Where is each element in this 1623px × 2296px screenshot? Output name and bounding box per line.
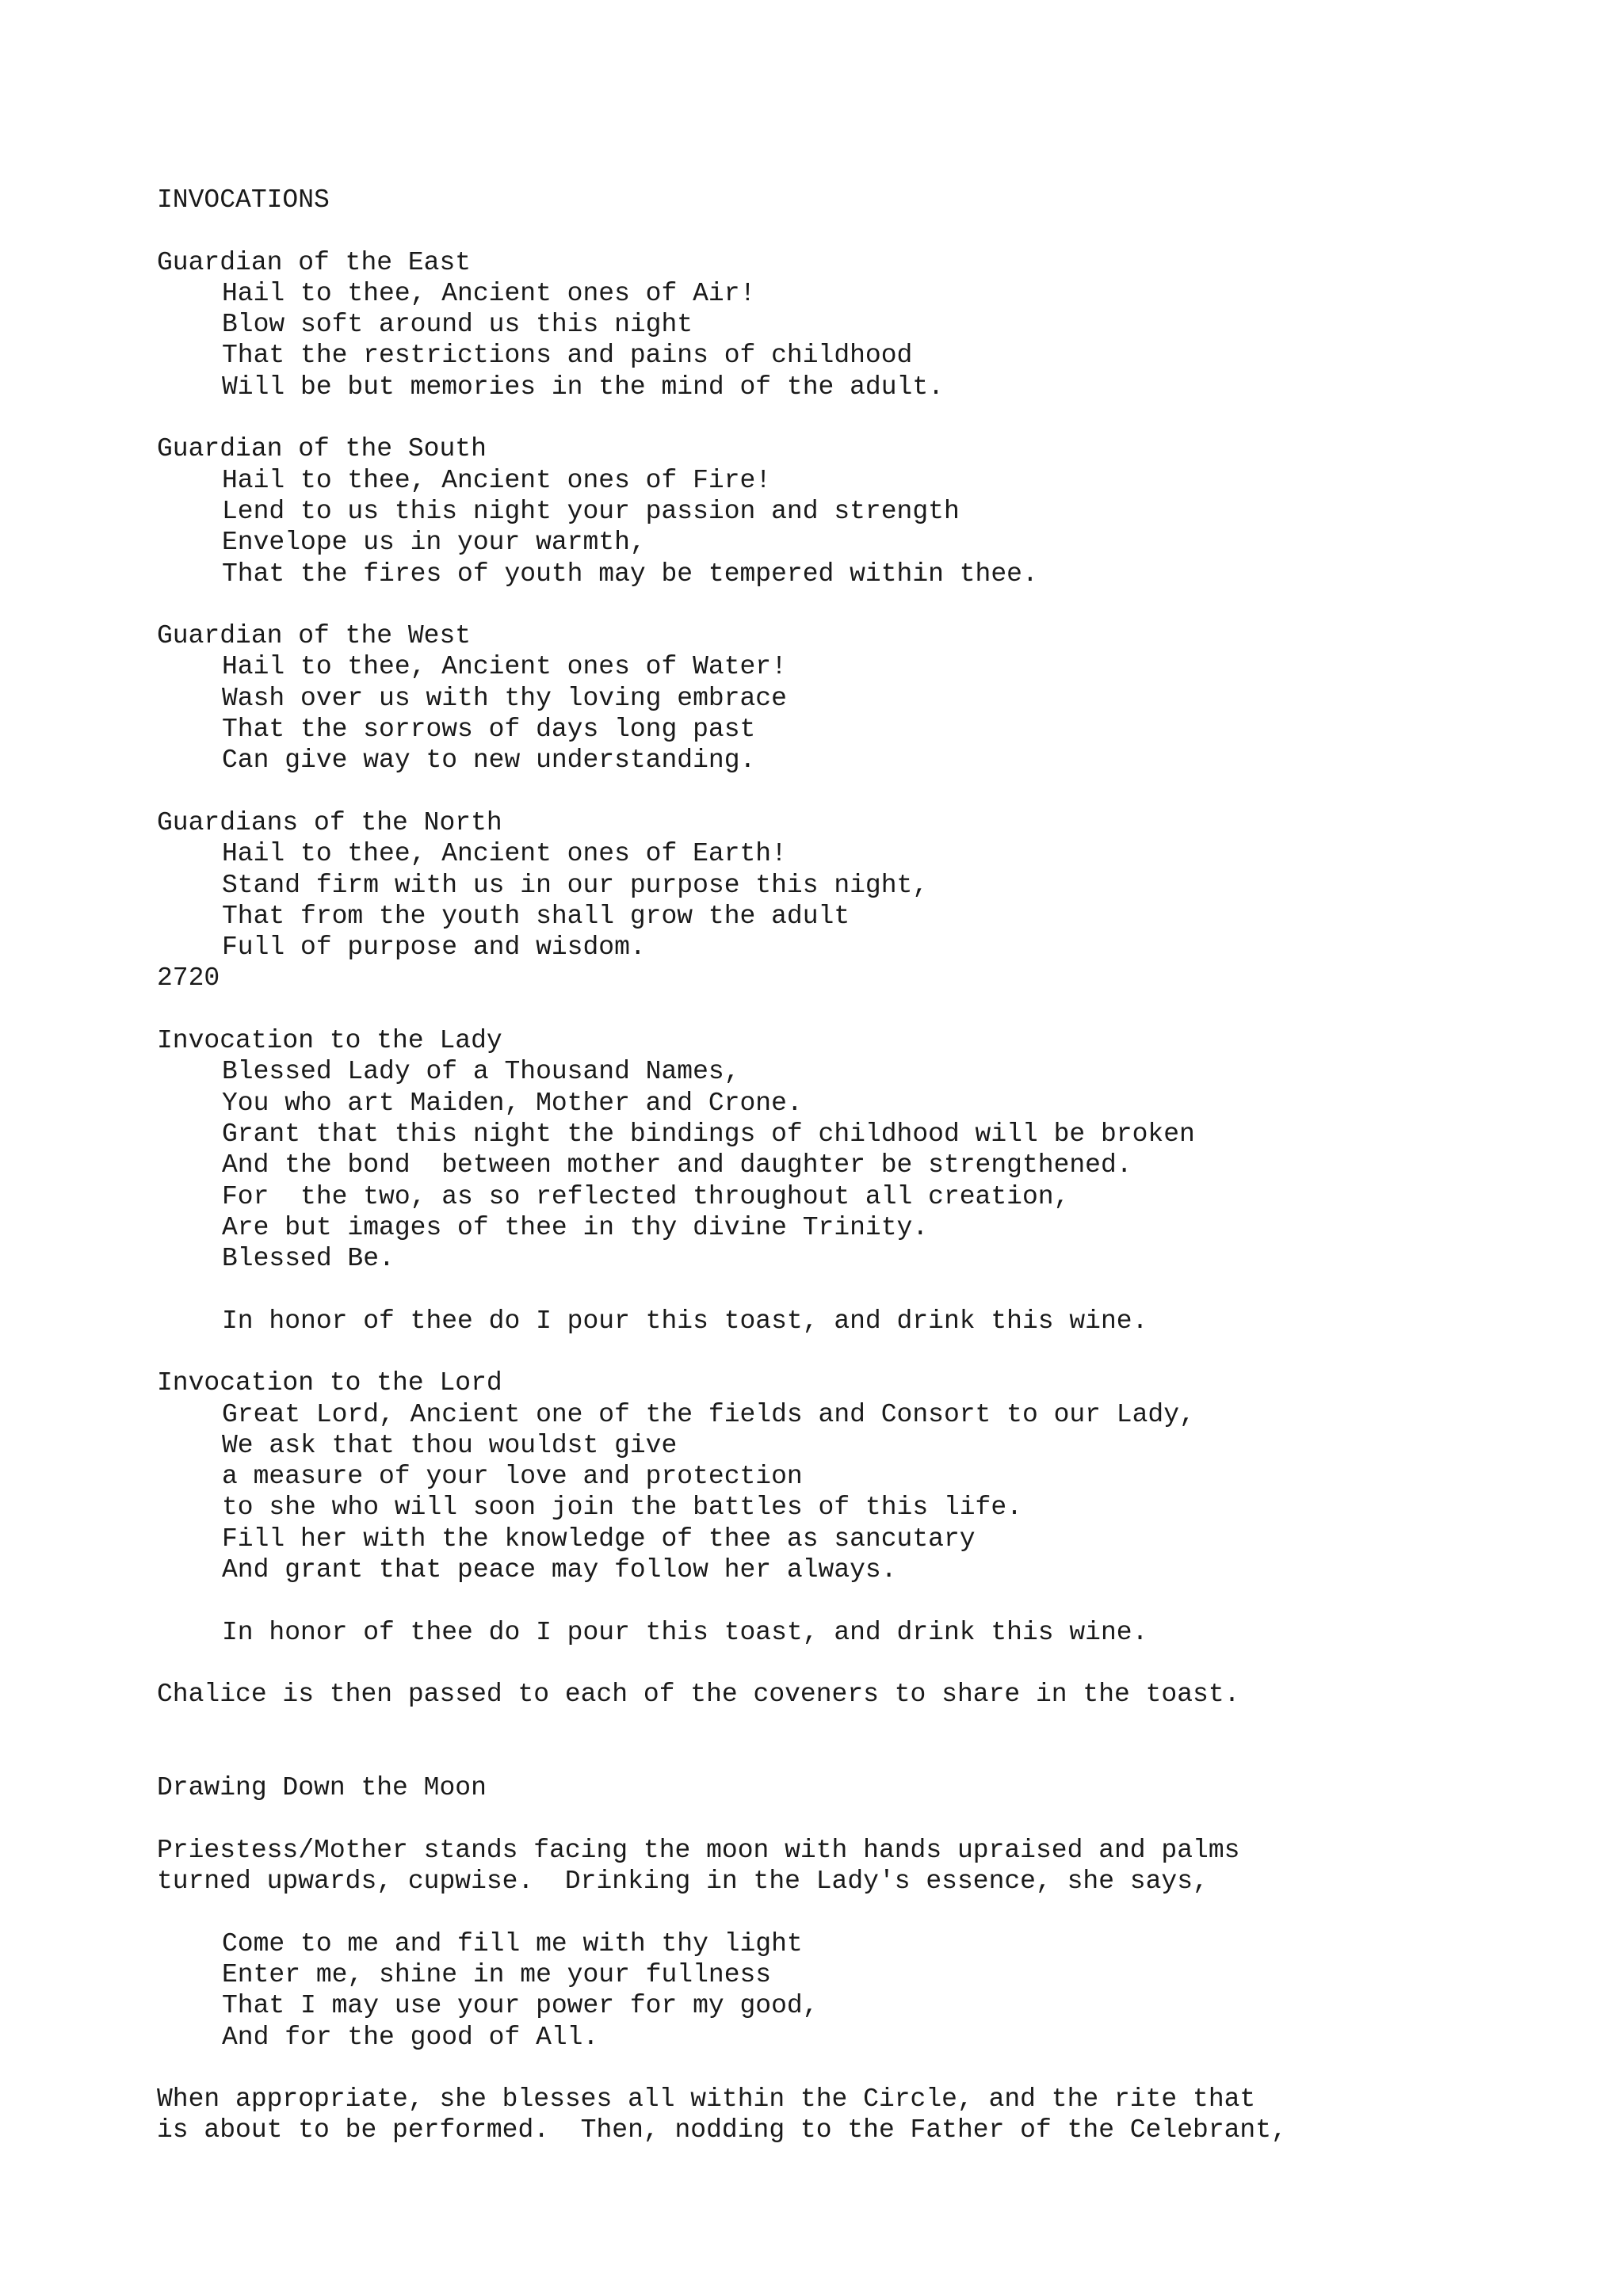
spacer	[157, 1711, 1583, 1741]
moon-line: That I may use your power for my good,	[222, 1991, 819, 2021]
lord-line: And grant that peace may follow her always.	[222, 1555, 897, 1585]
west-line: Wash over us with thy loving embrace	[222, 683, 787, 713]
spacer	[157, 1648, 1583, 1679]
north-line: Hail to thee, Ancient ones of Earth!	[222, 839, 787, 869]
west-line: Can give way to new understanding.	[222, 746, 756, 776]
spacer	[157, 1897, 1583, 1928]
spacer	[157, 1274, 1583, 1305]
spacer	[157, 215, 1583, 246]
moon-intro-line: Priestess/Mother stands facing the moon with hands upraised and palms	[157, 1835, 1240, 1865]
lord-line: a measure of your love and protection	[222, 1462, 803, 1492]
spacer	[157, 1803, 1583, 1834]
south-line: Hail to thee, Ancient ones of Fire!	[222, 465, 772, 495]
east-line: That the restrictions and pains of childhood	[222, 341, 913, 371]
lord-line: Great Lord, Ancient one of the fields and Consort to our Lady,	[222, 1399, 1195, 1429]
spacer	[157, 1585, 1583, 1616]
west-line: That the sorrows of days long past	[222, 715, 756, 745]
north-line: That from the youth shall grow the adult	[222, 901, 850, 931]
moon-closing-line: is about to be performed. Then, nodding to the Father of the Celebrant,	[157, 2115, 1287, 2145]
east-line: Blow soft around us this night	[222, 310, 693, 340]
spacer	[157, 994, 1583, 1025]
spacer	[157, 1741, 1583, 1772]
south-line: Envelope us in your warmth,	[222, 528, 646, 558]
west-title: Guardian of the West	[157, 621, 472, 651]
moon-line: Come to me and fill me with thy light	[222, 1928, 803, 1958]
lady-line: And the bond between mother and daughter be strengthened.	[222, 1150, 1132, 1180]
west-line: Hail to thee, Ancient ones of Water!	[222, 652, 787, 682]
north-line: Full of purpose and wisdom.	[222, 933, 646, 963]
document-heading: INVOCATIONS	[157, 185, 330, 215]
moon-line: And for the good of All.	[222, 2022, 599, 2052]
lord-line: We ask that thou wouldst give	[222, 1430, 678, 1460]
lady-line: Grant that this night the bindings of childhood will be broken	[222, 1119, 1195, 1149]
east-line: Will be but memories in the mind of the adult.	[222, 372, 944, 402]
north-title: Guardians of the North	[157, 807, 502, 837]
lord-toast: In honor of thee do I pour this toast, and drink this wine.	[222, 1617, 1148, 1647]
moon-intro-line: turned upwards, cupwise. Drinking in the Lady's essence, she says,	[157, 1867, 1209, 1897]
spacer	[157, 589, 1583, 620]
south-title: Guardian of the South	[157, 434, 487, 464]
lady-line: You who art Maiden, Mother and Crone.	[222, 1088, 803, 1118]
north-line: Stand firm with us in our purpose this night,	[222, 870, 929, 900]
south-line: Lend to us this night your passion and strength	[222, 496, 960, 526]
moon-line: Enter me, shine in me your fullness	[222, 1959, 772, 1989]
page-number: 2720	[157, 963, 220, 994]
spacer	[157, 402, 1583, 433]
east-line: Hail to thee, Ancient ones of Air!	[222, 278, 756, 308]
spacer	[157, 2053, 1583, 2084]
lady-toast: In honor of thee do I pour this toast, and drink this wine.	[222, 1306, 1148, 1336]
moon-title: Drawing Down the Moon	[157, 1773, 487, 1803]
spacer	[157, 1337, 1583, 1367]
lady-title: Invocation to the Lady	[157, 1026, 502, 1056]
lady-line: Blessed Lady of a Thousand Names,	[222, 1057, 740, 1087]
chalice-note: Chalice is then passed to each of the coveners to share in the toast.	[157, 1680, 1240, 1710]
lord-title: Invocation to the Lord	[157, 1368, 502, 1398]
lord-line: Fill her with the knowledge of thee as sancutary	[222, 1524, 976, 1554]
east-title: Guardian of the East	[157, 247, 472, 277]
document-page	[157, 185, 1583, 2146]
lord-line: to she who will soon join the battles of this life.	[222, 1493, 1022, 1523]
south-line: That the fires of youth may be tempered within thee.	[222, 559, 1038, 589]
moon-closing-line: When appropriate, she blesses all within the Circle, and the rite that	[157, 2084, 1256, 2115]
lady-line: Blessed Be.	[222, 1244, 395, 1274]
lady-line: For the two, as so reflected throughout all creation,	[222, 1181, 1070, 1211]
lady-line: Are but images of thee in thy divine Trinity.	[222, 1212, 929, 1242]
spacer	[157, 776, 1583, 807]
